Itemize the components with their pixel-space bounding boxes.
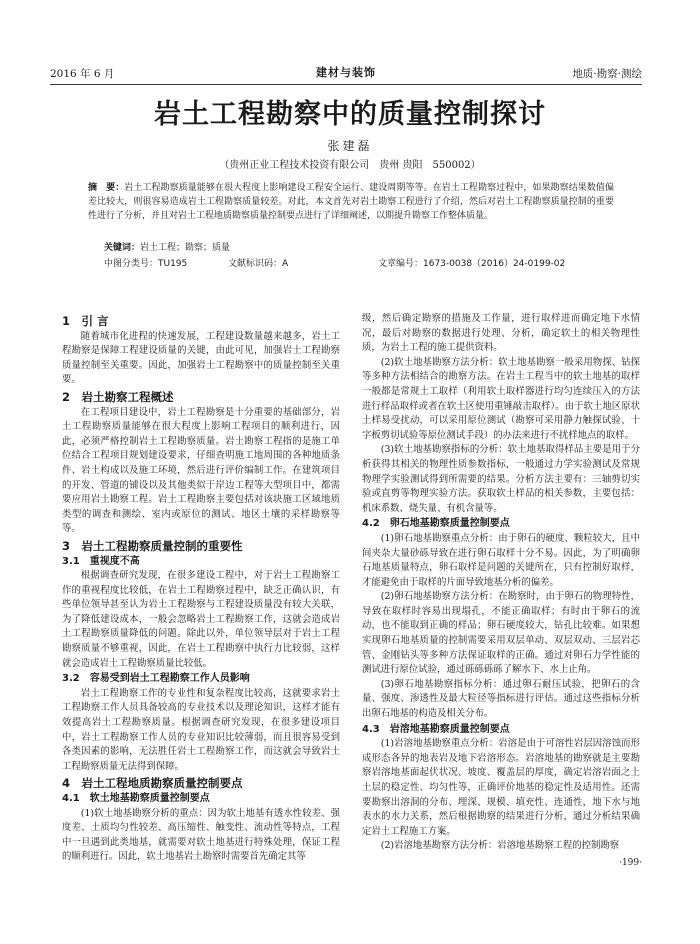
page-number: ·199· xyxy=(619,858,642,868)
paragraph: 级，然后确定勘察的措施及工作量，进行取样进而确定地下水情况，最后对勘察的数据进行处理、分析，确定软土的相关物理性质，为岩土工程的施工提供资料。 xyxy=(362,313,640,354)
running-header xyxy=(50,62,642,85)
subsection-heading: 4.3 岩溶地基勘察质量控制要点 xyxy=(362,723,510,735)
section-heading: 1 引 言 xyxy=(62,314,109,328)
paragraph: 根据调查研究发现，在很多建设工程中，对于岩土工程勘察工作的重视程度比较低，在岩土工程勘察过程中，缺乏正确认识，有些单位领导甚至认为岩土工程勘察与工程建设质量没有较大关联，为了降低建设成本，一般会忽略岩土工程勘察工作，这就会造成岩土工程勘察质量降低的问题。除此以外，单位领导层对于岩土工程勘察质量不够重视，因此，在岩土工程勘察中执行力比较弱，这样就会造成岩土工程勘察质量比较低。 xyxy=(62,570,340,669)
paragraph: (1)岩溶地基勘察重点分析：岩溶是由于可溶性岩层因溶蚀而形成形态各异的地表岩及地下岩溶形态。岩溶地基的勘察就是主要勘察岩溶地基面起伏状况、坡度、覆盖层的厚度，确定岩溶岩面之上土层的稳定性、均匀性等，正确评价地基的稳定性及适用性。还需要勘察出溶洞的分布、埋深、规模、填充性、连通性，地下水与地表水的水力关系，然后根据勘察的结果进行分析，通过分析结果确定岩土工程施工方案。 xyxy=(362,738,640,837)
paragraph: 在工程项目建设中，岩土工程勘察是十分重要的基础部分，岩土工程勘察质量能够在很大程度上影响工程项目的顺利进行，因此，必须严格控制岩土工程勘察质量。岩土勘察工程指的是施工单位结合工程项目规划建设要求，仔细查明施工地周围的各种地质条件、岩土构成以及施工环境，然后进行评价编制工作。在建筑项目的开发、管道的铺设以及其他类似于岸边工程等大型项目中，都需要应用岩土勘察工程。岩土工程勘察主要包括对该块施工区域地质类型的调查和测绘、室内或原位的测试、地区土壤的采样勘察等等。 xyxy=(62,406,340,535)
paragraph: 岩土工程勘察工作的专业性和复杂程度比较高，这就要求岩土工程勘察工作人员具备较高的专业技术以及理论知识，这样才能有效提高岩土工程勘察质量。根据调查研究发现，在很多建设项目中，岩土工程勘察工作人员的专业知识比较薄弱，而且很容易受到各类因素的影响，无法胜任岩土工程勘察工作，而这就会导致岩土工程勘察质量无法得到保障。 xyxy=(62,687,340,772)
subsection-heading: 4.2 卵石地基勘察质量控制要点 xyxy=(362,518,510,530)
section-heading: 4 岩土工程地质勘察质量控制要点 xyxy=(62,776,243,791)
subsection-heading: 3.2 容易受到岩土工程勘察工作人员影响 xyxy=(62,673,250,685)
paragraph: 随着城市化进程的快速发展，工程建设数量越来越多，岩土工程勘察是保障工程建设质量的关键，由此可见，加强岩土工程勘察质量控制至关重要。因此，加强岩土工程勘察中的质量控制至关重要。 xyxy=(62,330,340,386)
abstract-text: 岩土工程勘察质量能够在很大程度上影响建设工程安全运行、建设周期等等。在岩土工程勘察过程中，如果勘察结果数值偏差比较大，则很容易造成岩土工程勘察质量较差。对此，本文首先对岩土勘察工程进行了介绍，然后对岩土工程勘察质量控制的重要性进行了分析，并且对岩土工程地质勘察质量控制要点进行了详细阐述，以期提升勘察工作整体质量。 xyxy=(88,183,614,221)
header-date: 2016 年 6 月 xyxy=(50,68,115,80)
keywords xyxy=(104,240,614,253)
paragraph: (1)软土地基勘察分析的重点：因为软土地基有透水性较差、强度差、土质均匀性较差、高压缩性、触变性、流动性等特点，工程中一旦遇到此类地基，就需要对软土地基进行特殊处理，保证工程的顺利进行。因此，软土地基岩土勘察时需要首先确定其等 xyxy=(62,807,340,863)
paragraph: (2)岩溶地基勘察方法分析：岩溶地基勘察工程的控制勘察 xyxy=(380,840,620,852)
paragraph: (3)软土地基勘察指标的分析：软土地基取得样品主要是用于分析获得其相关的物理性质参数指标，一般通过力学实验测试及常规物理学实验测试得到所需要的结果。分析方法主要有：三轴剪切实验或直剪等物理实验方法。获取软土样品的相关参数，主要包括：机床系数、烧失量、有机含量等。 xyxy=(362,444,640,514)
section-heading: 2 岩土勘察工程概述 xyxy=(62,389,174,404)
author-affiliation: （贵州正业工程技术投资有限公司 贵州 贵阳 550002） xyxy=(219,160,481,171)
article-title: 岩土工程勘察中的质量控制探讨 xyxy=(154,99,546,130)
journal-name: 建材与装饰 xyxy=(316,66,376,79)
paragraph: (3)卵石地基勘察指标分析：通过卵石耐压试验，把卵石的含量、强度、渗透性及最大粒径等指标进行评估。通过这些指标分析出卵石地基的构造及相关分布。 xyxy=(362,678,640,720)
abstract-label: 摘 要： xyxy=(88,183,125,193)
subsection-heading: 4.1 软土地基勘察质量控制要点 xyxy=(62,793,210,804)
paragraph: (1)卵石地基勘察重点分析：由于卵石的硬度、颗粒较大，且中间夹杂大量砂砾导致在进行卵石取样十分不易。因此，为了明确卵石地基质量特点，卵石取样是问题的关键所在，只有控制好取样，才能避免由于取样的片面导致地基分析的偏差。 xyxy=(362,532,640,588)
subsection-heading: 3.1 重视度不高 xyxy=(62,555,140,567)
article-number: 文章编号：1673-0038（2016）24-0199-02 xyxy=(378,259,566,269)
section-heading: 3 岩土工程勘察质量控制的重要性 xyxy=(62,538,243,553)
keywords-text: 岩土工程；勘察；质量 xyxy=(140,243,231,253)
paragraph: (2)卵石地基勘察方法分析：在勘察时，由于卵石的物理特性，导致在取样时容易出现塌孔，不能正确取样；有时由于卵石的流动，也不能取到正确的样品；卵石硬度较大，钻孔比较难。如果想实现卵石地基质量的控制需要采用双层单动、双层双动、三层岩芯管、金刚钻头等多种方法保证取样的正确。通过对卵石力学性能的测试进行原位试验，通过砾砾砾砾了解水下、水上止角。 xyxy=(362,591,640,676)
author-name: 张建磊 xyxy=(327,139,373,153)
left-column xyxy=(62,312,340,865)
header-section: 地质·勘察·测绘 xyxy=(572,68,642,80)
keywords-label: 关键词： xyxy=(104,243,141,253)
paragraph: (2)软土地基勘察方法分析：软土地基勘察一般采用物探、钻探等多种方法相结合的勘察方法。在岩土工程当中的软土地基的取样一般都是常规土工取样（利用软土取样器进行均匀连续压入的方法进行样品取样或者在软土区使用重锤敲击取样）。由于软土地区原状土样易受扰动，可以采用原位测试（勘察可采用静力触探试验、十字板剪切试验等原位测试手段）的办法来进行不扰样地点的取样。 xyxy=(362,356,640,441)
document-code: 文献标识码：A xyxy=(228,259,289,269)
clc-number: 中图分类号：TU195 xyxy=(104,259,188,269)
abstract xyxy=(88,181,614,223)
right-column xyxy=(362,312,640,854)
